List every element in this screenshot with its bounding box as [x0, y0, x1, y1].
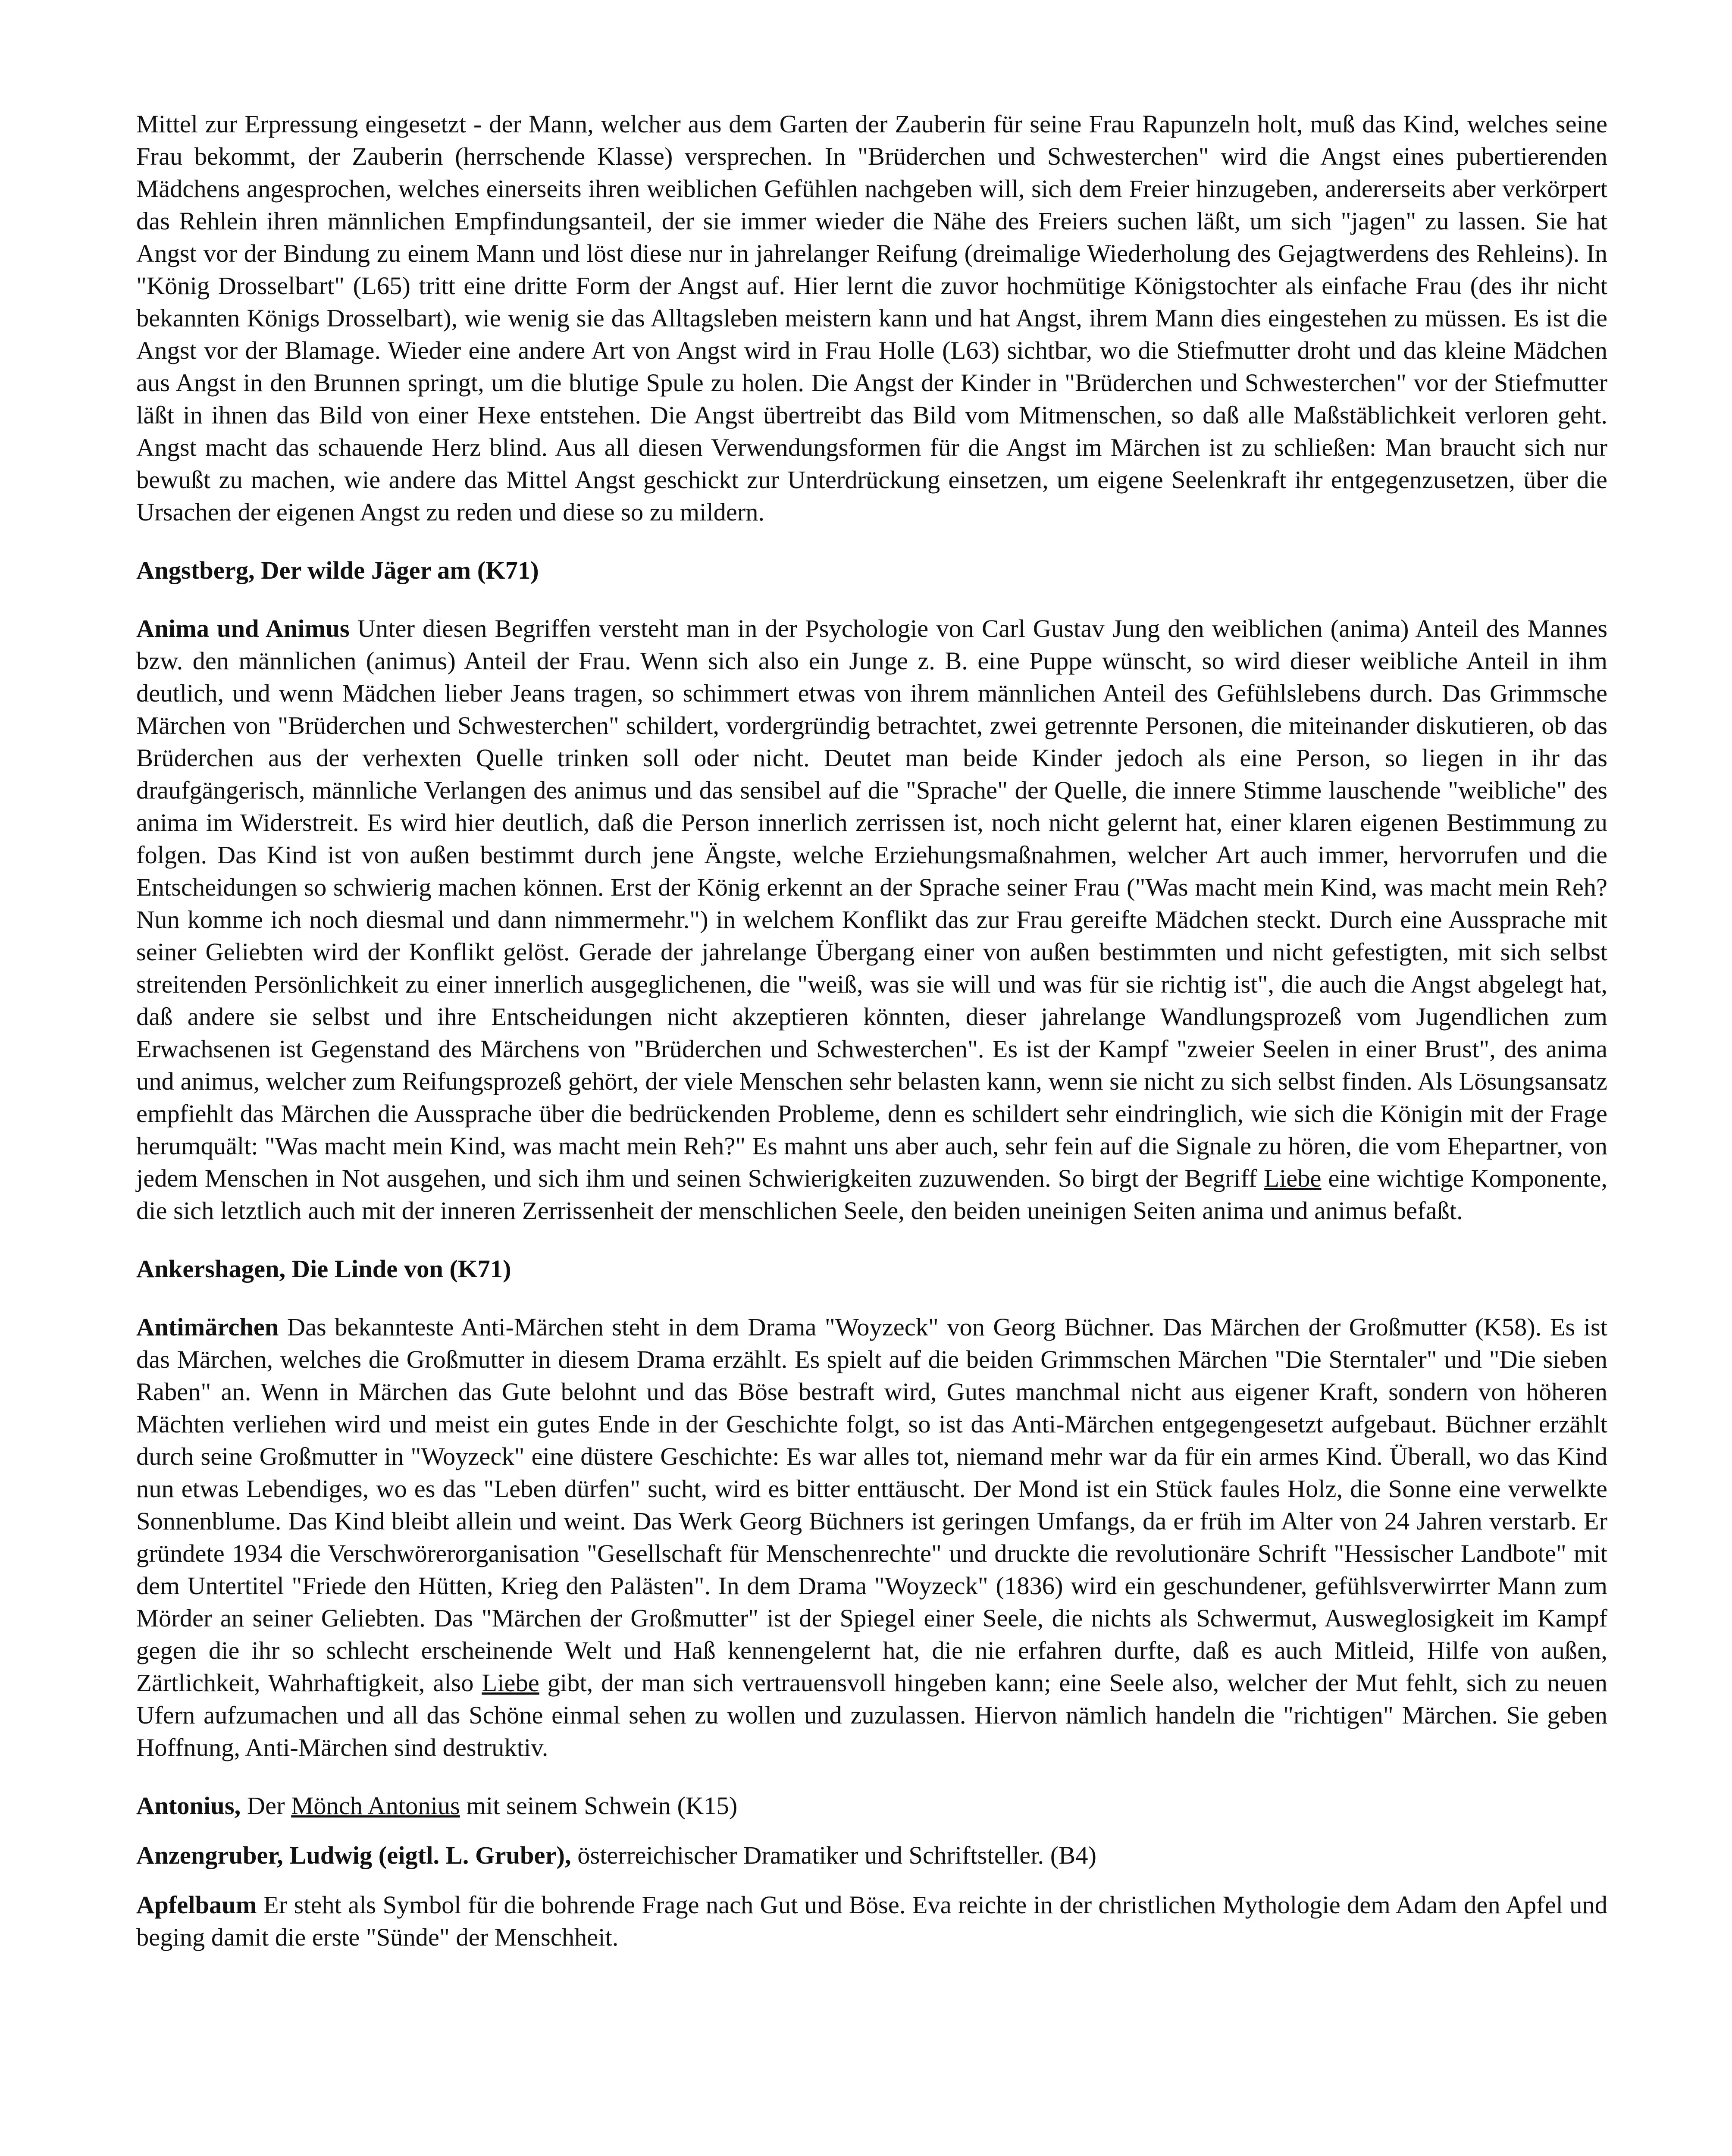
entry-term: Antimärchen: [136, 1313, 279, 1341]
entry-term: Anima und Animus: [136, 614, 350, 642]
entry-term: Anzengruber, Ludwig (eigtl. L. Gruber),: [136, 1841, 571, 1869]
cross-reference-link[interactable]: Liebe: [1264, 1164, 1322, 1192]
entry-text: Das bekannteste Anti-Märchen steht in dem Drama "Woyzeck" von Georg Büchner. Das Märchen der Großmutter (K58). Es ist das Märchen, welches die Großmutter in diesem Drama erzählt. Es spielt auf die beiden Grimmschen Märchen "Die Sterntaler" und "Die sieben Raben" an. Wenn in Märchen das Gute belohnt und das Böse bestraft wird, Gutes manchmal nicht aus eigener Kraft, sondern von höheren Mächten verliehen wird und meist ein gutes Ende in der Geschichte folgt, so ist das Anti-Märchen entgegengesetzt aufgebaut. Büchner erzählt durch seine Großmutter in "Woyzeck" eine düstere Geschichte: Es war alles tot, niemand mehr war da für ein armes Kind. Überall, wo das Kind nun etwas Lebendiges, wo es das "Leben dürfen" sucht, wird es bitter enttäuscht. Der Mond ist ein Stück faules Holz, die Sonne eine verwelkte Sonnenblume. Das Kind bleibt allein und weint. Das Werk Georg Büchners ist geringen Umfangs, da er früh im Alter von 24 Jahren verstarb. Er gründete 1934 die Verschwörerorganisation "Gesellschaft für Menschenrechte" und druckte die revolutionäre Schrift "Hessischer Landbote" mit dem Untertitel "Friede den Hütten, Krieg den Palästen". In dem Drama "Woyzeck" (1836) wird ein geschundener, gefühlsverwirrter Mann zum Mörder an seiner Geliebten. Das "Märchen der Großmutter" ist der Spiegel einer Seele, die nichts als Schwermut, Ausweglosigkeit im Kampf gegen die ihr so schlecht erscheinende Welt und Haß kennengelernt hat, die nie erfahren durfte, daß es auch Mitleid, Hilfe von außen, Zärtlichkeit, Wahrhaftigkeit, also: [136, 1313, 1607, 1697]
cross-reference-link[interactable]: Liebe: [482, 1669, 539, 1697]
cross-reference-link[interactable]: Mönch Antonius: [291, 1792, 460, 1820]
entry-antonius: [136, 1789, 1607, 1822]
entry-text: mit seinem Schwein (K15): [466, 1792, 738, 1820]
entry-text: eine wichtige Komponente, die sich letztlich auch mit der inneren Zerrissenheit der menschlichen Seele, den beiden uneinigen Seiten anima und animus befaßt.: [136, 1164, 1608, 1225]
entry-anima-und-animus: [136, 612, 1607, 1227]
entry-text: Mittel zur Erpressung eingesetzt - der Mann, welcher aus dem Garten der Zauberin für seine Frau Rapunzeln holt, muß das Kind, welches seine Frau bekommt, der Zauberin (herrschende Klasse) versprechen. In "Brüderchen und Schwesterchen" wird die Angst eines pubertierenden Mädchens angesprochen, welches einerseits ihren weiblichen Gefühlen nachgeben will, sich dem Freier hinzugeben, andererseits aber verkörpert das Rehlein ihren männlichen Empfindungsanteil, der sie immer wieder die Nähe des Freiers suchen läßt, um sich "jagen" zu lassen. Sie hat Angst vor der Bindung zu einem Mann und löst diese nur in jahrelanger Reifung (dreimalige Wiederholung des Gejagtwerdens des Rehleins). In "König Drosselbart" (L65) tritt eine dritte Form der Angst auf. Hier lernt die zuvor hochmütige Königstochter als einfache Frau (des ihr nicht bekannten Königs Drosselbart), wie wenig sie das Alltagsleben meistern kann und hat Angst, ihrem Mann dies eingestehen zu müssen. Es ist die Angst vor der Blamage. Wieder eine andere Art von Angst wird in Frau Holle (L63) sichtbar, wo die Stiefmutter droht und das kleine Mädchen aus Angst in den Brunnen springt, um die blutige Spule zu holen. Die Angst der Kinder in "Brüderchen und Schwesterchen" vor der Stiefmutter läßt in ihnen das Bild von einer Hexe entstehen. Die Angst übertreibt das Bild vom Mitmenschen, so daß alle Maßstäblichkeit verloren geht. Angst macht das schauende Herz blind. Aus all diesen Verwendungsformen für die Angst im Märchen ist zu schließen: Man braucht sich nur bewußt zu machen, wie andere das Mittel Angst geschickt zur Unterdrückung einsetzen, um eigene Seelenkraft ihr entgegenzusetzen, über die Ursachen der eigenen Angst zu reden und diese so zu mildern.: [136, 110, 1607, 526]
entry-text: gibt, der man sich vertrauensvoll hingeben kann; eine Seele also, welcher der Mut fehlt, sich zu neuen Ufern aufzumachen und all das Schöne einmal sehen zu wollen und zuzulassen. Hiervon nämlich handeln die "richtigen" Märchen. Sie geben Hoffnung, Anti-Märchen sind destruktiv.: [136, 1669, 1608, 1761]
document-body: [136, 108, 1607, 1953]
entry-anzengruber: [136, 1839, 1607, 1871]
entry-text: österreichischer Dramatiker und Schriftsteller. (B4): [577, 1841, 1096, 1869]
entry-heading-angstberg: Angstberg, Der wilde Jäger am (K71): [136, 556, 539, 584]
entry-term: Antonius,: [136, 1792, 241, 1820]
entry-antimaerchen: [136, 1311, 1607, 1764]
entry-term: Apfelbaum: [136, 1891, 257, 1919]
entry-text: Unter diesen Begriffen versteht man in der Psychologie von Carl Gustav Jung den weiblichen (anima) Anteil des Mannes bzw. den männlichen (animus) Anteil der Frau. Wenn sich also ein Junge z. B. eine Puppe wünscht, so wird dieser weibliche Anteil in ihm deutlich, und wenn Mädchen lieber Jeans tragen, so schimmert etwas von ihrem männlichen Anteil des Gefühlslebens durch. Das Grimmsche Märchen von "Brüderchen und Schwesterchen" schildert, vordergründig betrachtet, zwei getrennte Personen, die miteinander diskutieren, ob das Brüderchen aus der verhexten Quelle trinken soll oder nicht. Deutet man beide Kinder jedoch als eine Person, so liegen in ihr das draufgängerisch, männliche Verlangen des animus und das sensibel auf die "Sprache" der Quelle, die innere Stimme lauschende "weibliche" des anima im Widerstreit. Es wird hier deutlich, daß die Person innerlich zerrissen ist, noch nicht gelernt hat, einer klaren eigenen Bestimmung zu folgen. Das Kind ist von außen bestimmt durch jene Ängste, welche Erziehungsmaßnahmen, welcher Art auch immer, hervorrufen und die Entscheidungen so schwierig machen können. Erst der König erkennt an der Sprache seiner Frau ("Was macht mein Kind, was macht mein Reh? Nun komme ich noch diesmal und dann nimmermehr.") in welchem Konflikt das zur Frau gereifte Mädchen steckt. Durch eine Aussprache mit seiner Geliebten wird der Konflikt gelöst. Gerade der jahrelange Übergang einer von außen bestimmten und nicht gefestigten, mit sich selbst streitenden Persönlichkeit zu einer innerlich ausgeglichenen, die "weiß, was sie will und was für sie richtig ist", die auch die Angst abgelegt hat, daß andere sie selbst und ihre Entscheidungen nicht akzeptieren könnten, dieser jahrelange Wandlungsprozeß vom Jugendlichen zum Erwachsenen ist Gegenstand des Märchens von "Brüderchen und Schwesterchen". Es ist der Kampf "zweier Seelen in einer Brust", des anima und animus, welcher zum Reifungsprozeß gehört, der viele Menschen sehr belasten kann, wenn sie nicht zu sich selbst finden. Als Lösungsansatz empfiehlt das Märchen die Aussprache über die bedrückenden Probleme, denn es schildert sehr eindringlich, wie sich die Königin mit der Frage herumquält: "Was macht mein Kind, was macht mein Reh?" Es mahnt uns aber auch, sehr fein auf die Signale zu hören, die vom Ehepartner, von jedem Menschen in Not ausgehen, und sich ihm und seinen Schwierigkeiten zuzuwenden. So birgt der Begriff: [136, 614, 1607, 1192]
entry-text: Der: [247, 1792, 285, 1820]
entry-text: Er steht als Symbol für die bohrende Frage nach Gut und Böse. Eva reichte in der christlichen Mythologie dem Adam den Apfel und beging damit die erste "Sünde" der Menschheit.: [136, 1891, 1607, 1951]
entry-heading-ankershagen: Ankershagen, Die Linde von (K71): [136, 1255, 511, 1283]
entry-apfelbaum: [136, 1889, 1607, 1953]
entry-angst-continuation: [136, 108, 1607, 528]
